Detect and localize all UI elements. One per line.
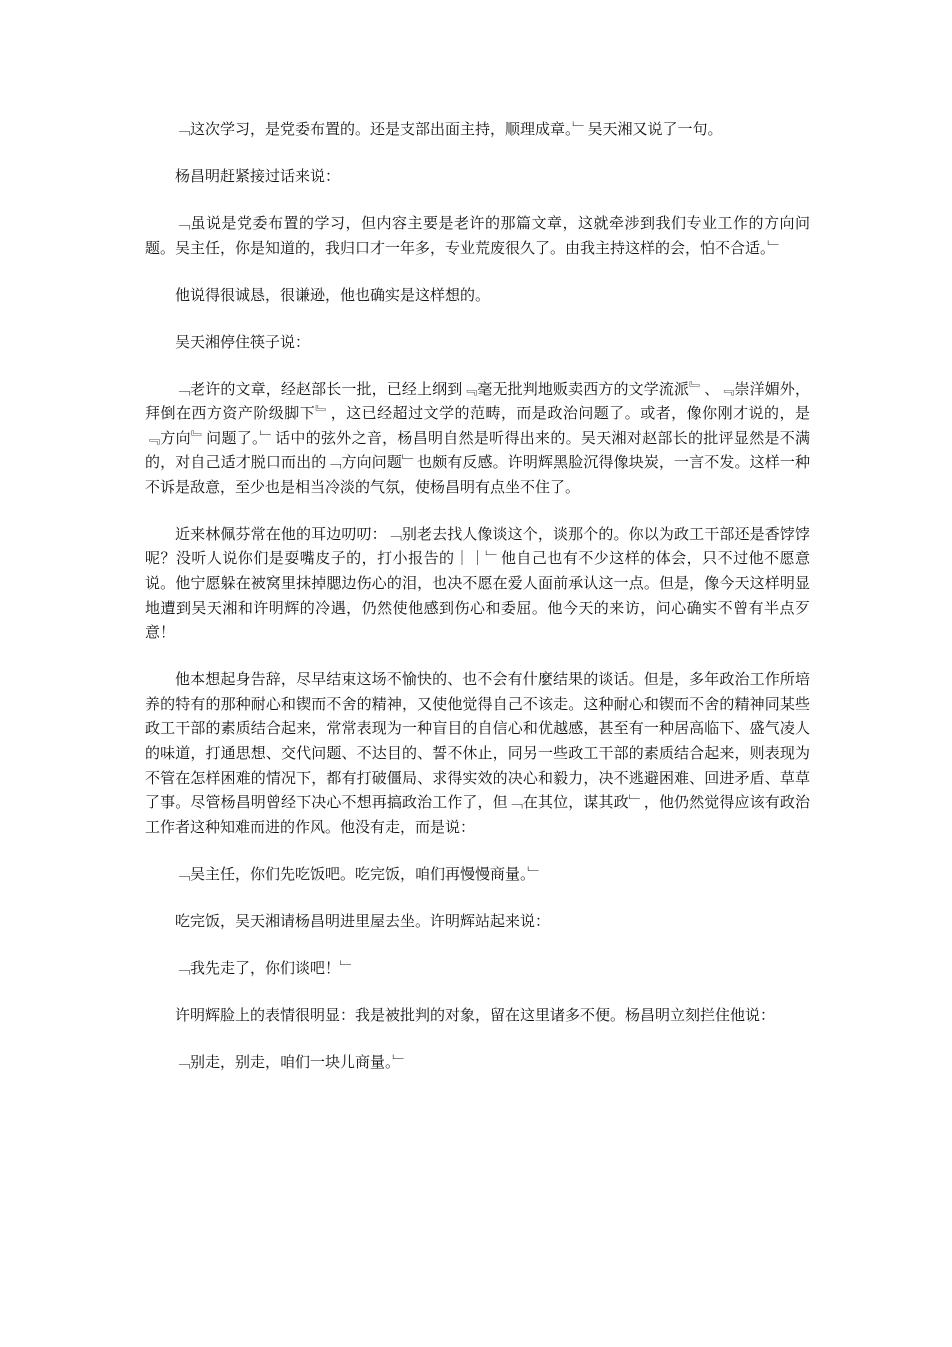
paragraph: ﹁这次学习，是党委布置的。还是支部出面主持，顺理成章。﹂吴天湘又说了一句。 (175, 120, 723, 138)
paragraph: ﹁虽说是党委布置的学习，但内容主要是老许的那篇文章，这就牵涉到我们专业工作的方向问题。吴主任，你是知道的，我归口才一年多，专业荒废很久了。由我主持这样的会，怕不合适。﹂ (145, 213, 810, 257)
paragraph: 许明辉脸上的表情很明显：我是被批判的对象，留在这里诸多不便。杨昌明立刻拦住他说： (175, 1005, 776, 1024)
paragraph: 近来林佩芬常在他的耳边叨叨：﹁别老去找人像谈这个，谈那个的。你以为政工干部还是香饽饽呢？没听人说你们是耍嘴皮子的，打小报告的｜｜﹂他自己也有不少这样的体会，只不过他不愿意说。他宁愿躲在被窝里抹掉腮边伤心的泪，也决不愿在爱人面前承认这一点。但是，像今天这样明显地遭到吴天湘和许明辉的冷遇，仍然使他感到伤心和委屈。他今天的来访，问心确实不曾有半点歹意！ (145, 524, 810, 642)
paragraph: 吴天湘停住筷子说： (175, 332, 311, 351)
paragraph: 他说得很诚恳，很谦逊，他也确实是这样想的。 (175, 285, 491, 304)
paragraph: 他本想起身告辞，尽早结束这场不愉快的、也不会有什麼结果的谈话。但是，多年政治工作所培养的特有的那种耐心和锲而不舍的精神，又使他觉得自己不该走。这种耐心和锲而不舍的精神同某些政工干部的素质结合起来，常常表现为一种盲目的自信心和优越感，甚至有一种居高临下、盛气凌人的味道，打通思想、交代问题、不达目的、誓不休止，同另一些政工干部的素质结合起来，则表现为不管在怎样困难的情况下，都有打破僵局、求得实效的决心和毅力，决不逃避困难、回进矛盾、草草了事。尽管杨昌明曾经下决心不想再搞政治工作了，但﹁在其位，谋其政﹂，他仍然觉得应该有政治工作者这种知难而进的作风。他没有走，而是说： (145, 670, 810, 836)
paragraph: ﹁我先走了，你们谈吧！﹂ (175, 958, 356, 977)
document-body (145, 117, 810, 1097)
paragraph: ﹁别走，别走，咱们一块儿商量。﹂ (175, 1052, 408, 1071)
paragraph: ﹁老许的文章，经赵部长一批，已经上纲到﹃毫无批判地贩卖西方的文学流派﹄、﹃崇洋媚外，拜倒在西方资产阶级脚下﹄，这已经超过文学的范畴，而是政治问题了。或者，像你刚才说的，是﹃方向﹄问题了。﹂话中的弦外之音，杨昌明自然是听得出来的。吴天湘对赵部长的批评显然是不满的，对自己适才脱口而出的﹁方向问题﹂也颇有反感。许明辉黑脸沉得像块炭，一言不发。这样一种不诉是敌意，至少也是相当冷淡的气氛，使杨昌明有点坐不住了。 (145, 379, 810, 496)
paragraph: 杨昌明赶紧接过话来说： (175, 166, 341, 185)
paragraph: ﹁吴主任，你们先吃饭吧。吃完饭，咱们再慢慢商量。﹂ (175, 864, 543, 883)
paragraph: 吃完饭，吴天湘请杨昌明进里屋去坐。许明辉站起来说： (175, 911, 551, 930)
